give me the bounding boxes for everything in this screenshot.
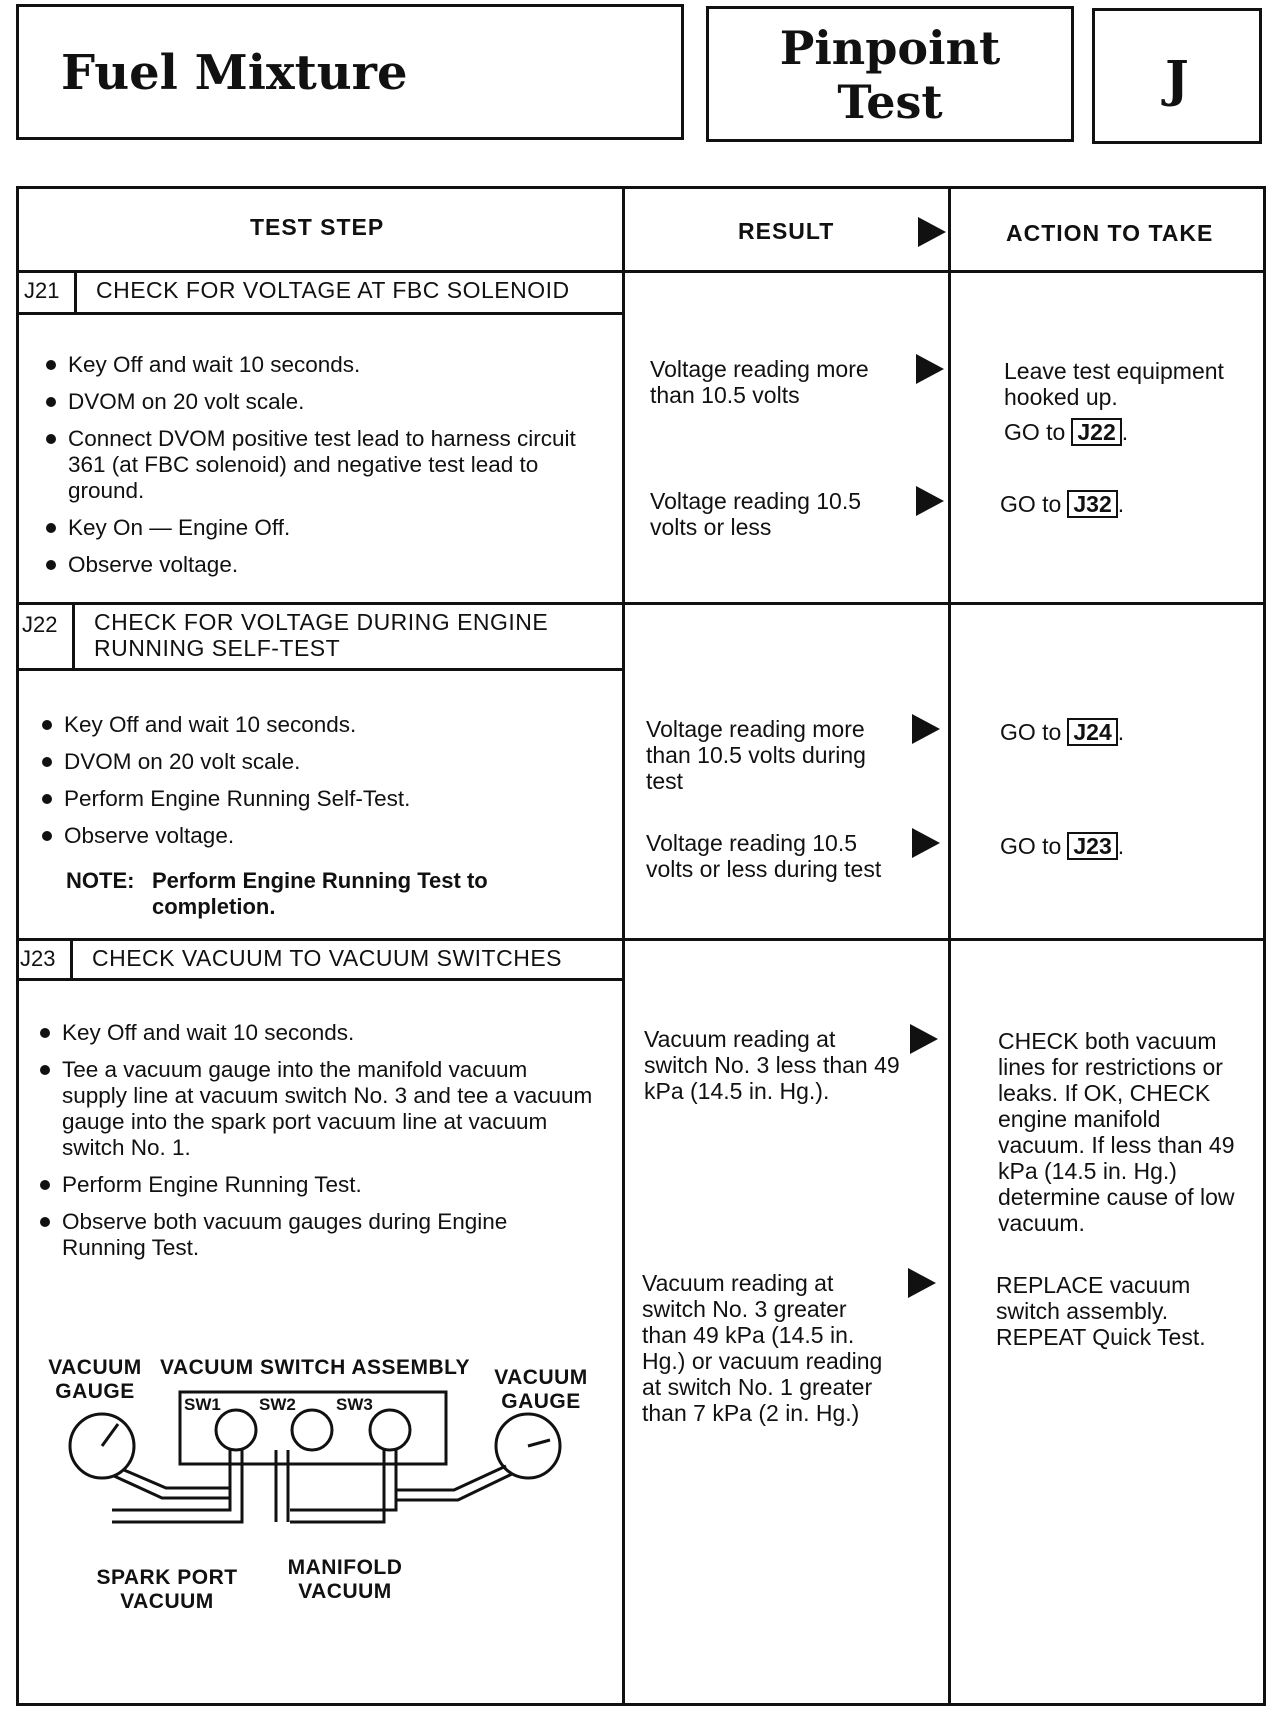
j23-result-1: Vacuum reading at switch No. 3 less than 49 kPa (14.5 in. Hg.). <box>644 1026 900 1104</box>
j22-result-1-arrow-icon <box>912 714 940 744</box>
j22-step-id: J22 <box>22 612 58 637</box>
j22-id-divider <box>72 602 75 670</box>
j21-id-divider <box>74 270 77 314</box>
j22-note-text: Perform Engine Running Test to completion. <box>152 868 488 919</box>
page-title: Fuel Mixture <box>61 45 408 101</box>
j22-note-label: NOTE: <box>66 868 135 893</box>
j23-action-2: REPLACE vacuum switch assembly. REPEAT Quick Test. <box>996 1272 1206 1350</box>
pinpoint-label: Pinpoint <box>779 21 1001 75</box>
goto-label: GO to <box>1000 833 1062 859</box>
j22-action-1-goto: GO to J24 . <box>1000 719 1125 745</box>
j21-step-title: CHECK FOR VOLTAGE AT FBC SOLENOID <box>96 277 570 303</box>
j23-title-bottom <box>16 978 622 981</box>
j23-step-list <box>36 1020 596 1272</box>
test-label: Test <box>837 75 943 129</box>
row-divider-j23 <box>16 938 1266 941</box>
j21-title-bottom <box>16 312 622 315</box>
row-divider-j22 <box>16 602 1266 605</box>
j22-step-3: Perform Engine Running Self-Test. <box>38 786 598 812</box>
right-gauge-needle <box>528 1440 550 1446</box>
j21-result-2-arrow-icon <box>916 486 944 516</box>
column-action: ACTION TO TAKE <box>1006 220 1214 246</box>
j22-step-4: Observe voltage. <box>38 823 598 849</box>
j22-step-1: Key Off and wait 10 seconds. <box>38 712 598 738</box>
j21-step-1: Key Off and wait 10 seconds. <box>42 352 602 378</box>
j22-title-bottom <box>16 668 622 671</box>
j22-step-list <box>38 712 598 860</box>
j23-step-1: Key Off and wait 10 seconds. <box>36 1020 596 1046</box>
j22-result-1: Voltage reading more than 10.5 volts during test <box>646 716 866 794</box>
spark-port-label: SPARK PORT VACUUM <box>96 1566 238 1613</box>
vacuum-diagram <box>40 1380 640 1580</box>
goto-label: GO to <box>1000 491 1062 517</box>
right-gauge-label: VACUUM GAUGE <box>494 1366 588 1413</box>
goto-ref-j32[interactable]: J32 <box>1067 490 1117 518</box>
test-code: J <box>1165 49 1189 108</box>
header-code-box <box>1092 8 1262 144</box>
left-gauge-hose-2 <box>124 1470 230 1488</box>
j23-step-4: Observe both vacuum gauges during Engine Running Test. <box>36 1209 596 1261</box>
goto-label: GO to <box>1000 719 1062 745</box>
j23-step-title: CHECK VACUUM TO VACUUM SWITCHES <box>92 945 562 971</box>
manifold-label: MANIFOLD VACUUM <box>287 1556 403 1603</box>
sw1-label: SW1 <box>184 1395 221 1414</box>
j21-action-2-goto: GO to J32 . <box>1000 491 1125 517</box>
j23-id-divider <box>70 938 73 980</box>
j21-step-5: Observe voltage. <box>42 552 602 578</box>
j22-result-2-arrow-icon <box>912 828 940 858</box>
j23-step-id: J23 <box>20 946 56 971</box>
j23-action-1: CHECK both vacuum lines for restrictions or leaks. If OK, CHECK engine manifold vacuum. If less than 49 kPa (14.5 in. Hg.) determine cause of low vacuum. <box>998 1028 1235 1236</box>
left-gauge-label: VACUUM GAUGE <box>48 1356 142 1403</box>
column-test-step: TEST STEP <box>250 214 385 240</box>
left-gauge-needle <box>102 1424 118 1446</box>
j22-step-title-line1: CHECK FOR VOLTAGE DURING ENGINE <box>94 609 549 635</box>
goto-ref-j24[interactable]: J24 <box>1067 718 1117 746</box>
goto-ref-j23[interactable]: J23 <box>1067 832 1117 860</box>
column-divider-2 <box>948 186 951 1706</box>
j21-result-1-arrow-icon <box>916 354 944 384</box>
j21-result-1: Voltage reading more than 10.5 volts <box>650 356 869 408</box>
j21-step-list <box>42 352 602 589</box>
j21-action-1: Leave test equipment hooked up. <box>1004 358 1224 410</box>
header-row-divider <box>16 270 1266 273</box>
header-title-box <box>16 4 684 140</box>
j23-result-1-arrow-icon <box>910 1024 938 1054</box>
j23-result-2-arrow-icon <box>908 1268 936 1298</box>
j22-step-title-line2: RUNNING SELF-TEST <box>94 635 341 661</box>
j23-result-2: Vacuum reading at switch No. 3 greater than 49 kPa (14.5 in. Hg.) or vacuum reading at switch No. 1 greater than 7 kPa (2 in. Hg.) <box>642 1270 883 1426</box>
header-pinpoint-box <box>706 6 1074 142</box>
sw3-label: SW3 <box>336 1395 373 1414</box>
assembly-label: VACUUM SWITCH ASSEMBLY <box>160 1356 471 1379</box>
goto-label: GO to <box>1004 419 1066 445</box>
j22-result-2: Voltage reading 10.5 volts or less during test <box>646 830 882 882</box>
column-result: RESULT <box>738 218 835 244</box>
j21-step-4: Key On — Engine Off. <box>42 515 602 541</box>
j22-action-2-goto: GO to J23 . <box>1000 833 1125 859</box>
goto-ref-j22[interactable]: J22 <box>1071 418 1121 446</box>
right-gauge-hose-2 <box>396 1474 512 1500</box>
sw2-label: SW2 <box>259 1395 296 1414</box>
j21-step-3: Connect DVOM positive test lead to harness circuit 361 (at FBC solenoid) and negative test lead to ground. <box>42 426 602 504</box>
j22-step-2: DVOM on 20 volt scale. <box>38 749 598 775</box>
j21-step-2: DVOM on 20 volt scale. <box>42 389 602 415</box>
j21-action-1-goto: GO to J22 . <box>1004 419 1129 445</box>
j23-step-3: Perform Engine Running Test. <box>36 1172 596 1198</box>
j23-step-2: Tee a vacuum gauge into the manifold vacuum supply line at vacuum switch No. 3 and tee a vacuum gauge into the spark port vacuum line at vacuum switch No. 1. <box>36 1057 596 1161</box>
j21-step-id: J21 <box>24 278 60 303</box>
result-arrow-icon <box>918 217 946 247</box>
j21-result-2: Voltage reading 10.5 volts or less <box>650 488 862 540</box>
